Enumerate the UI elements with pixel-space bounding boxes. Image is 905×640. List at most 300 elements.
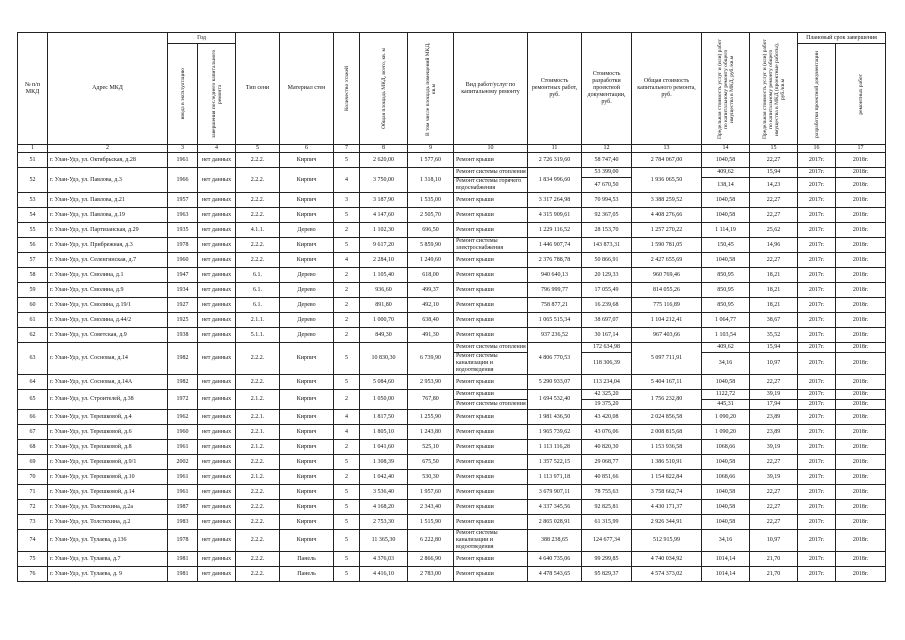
cell-material: Дерево <box>280 298 334 313</box>
cell-limit2: 39,19 <box>750 390 798 400</box>
cell-limit2: 22,27 <box>750 193 798 208</box>
table-row <box>18 328 886 343</box>
cell-work-type: Ремонт крыши <box>454 485 528 500</box>
cell-num: 71 <box>18 485 48 500</box>
cell-floors: 5 <box>334 552 360 567</box>
col-number: 17 <box>836 145 886 153</box>
cell-last-repair: нет данных <box>198 328 236 343</box>
cell-last-repair: нет данных <box>198 500 236 515</box>
table-row <box>18 567 886 582</box>
cell-work-type: Ремонт системы отопления <box>454 168 528 178</box>
cell-work-type: Ремонт крыши <box>454 298 528 313</box>
cell-num: 63 <box>18 343 48 375</box>
cell-limit1: 1040,58 <box>702 515 750 530</box>
cell-cost-docs: 17 055,49 <box>582 283 632 298</box>
cell-cost-total: 960 769,46 <box>632 268 702 283</box>
cell-material: Кирпич <box>280 410 334 425</box>
cell-material: Кирпич <box>280 253 334 268</box>
cell-floors: 5 <box>334 485 360 500</box>
cell-year: 1982 <box>168 343 198 375</box>
cell-wall-type: 2.2.2. <box>236 168 280 193</box>
cell-address: г. Улан-Удэ, ул. Терешковой, д.4 <box>48 410 168 425</box>
cell-total-area: 3 750,00 <box>360 168 408 193</box>
cell-material: Кирпич <box>280 530 334 552</box>
cell-year: 1961 <box>168 153 198 168</box>
cell-limit1: 34,16 <box>702 530 750 552</box>
cell-last-repair: нет данных <box>198 238 236 253</box>
cell-deadline-docs: 2017г. <box>798 530 836 552</box>
cell-year: 1966 <box>168 168 198 193</box>
cell-cost-works: 2 865 028,91 <box>528 515 582 530</box>
cell-deadline-docs: 2017г. <box>798 410 836 425</box>
col-number: 4 <box>198 145 236 153</box>
cell-material: Кирпич <box>280 343 334 375</box>
cell-floors: 4 <box>334 253 360 268</box>
cell-cost-works: 4 806 770,53 <box>528 343 582 375</box>
cell-limit1: 1 103,54 <box>702 328 750 343</box>
cell-address: г. Улан-Удэ, ул. Толстихина, д.2а <box>48 500 168 515</box>
cell-num: 51 <box>18 153 48 168</box>
cell-limit1: 409,62 <box>702 168 750 178</box>
cell-cost-docs: 95 829,37 <box>582 567 632 582</box>
col-number: 13 <box>632 145 702 153</box>
cell-cost-total: 2 427 655,69 <box>632 253 702 268</box>
cell-cost-docs: 61 315,99 <box>582 515 632 530</box>
cell-deadline-works: 2018г. <box>836 375 886 390</box>
cell-cost-total: 4 574 373,02 <box>632 567 702 582</box>
table-row <box>18 343 886 353</box>
table-row <box>18 515 886 530</box>
cell-deadline-docs: 2017г. <box>798 298 836 313</box>
cell-address: г. Улан-Удэ, ул. Селенгинская, д.7 <box>48 253 168 268</box>
cell-last-repair: нет данных <box>198 375 236 390</box>
cell-wall-type: 6.1. <box>236 298 280 313</box>
cell-material: Кирпич <box>280 470 334 485</box>
cell-num: 55 <box>18 223 48 238</box>
header-cost-docs: Стоимость разработки проектной документации, руб. <box>582 33 632 145</box>
cell-floors: 5 <box>334 515 360 530</box>
cell-address: г. Улан-Удэ, ул. Терешковой, д.10 <box>48 470 168 485</box>
cell-work-type: Ремонт крыши <box>454 500 528 515</box>
cell-num: 76 <box>18 567 48 582</box>
cell-cost-works: 1 113 116,28 <box>528 440 582 455</box>
col-number: 15 <box>750 145 798 153</box>
cell-work-type: Ремонт системы отопления <box>454 400 528 410</box>
cell-num: 64 <box>18 375 48 390</box>
header-residents: В том числе площадь помещений МКД, кв.м <box>424 41 437 136</box>
cell-year: 1961 <box>168 440 198 455</box>
cell-limit1: 1014,14 <box>702 567 750 582</box>
cell-total-area: 4 416,10 <box>360 567 408 582</box>
cell-last-repair: нет данных <box>198 193 236 208</box>
cell-material: Кирпич <box>280 425 334 440</box>
cell-cost-docs: 40 820,30 <box>582 440 632 455</box>
cell-deadline-docs: 2017г. <box>798 343 836 353</box>
cell-limit2: 18,21 <box>750 268 798 283</box>
cell-work-type: Ремонт крыши <box>454 328 528 343</box>
cell-limit2: 14,96 <box>750 238 798 253</box>
cell-address: г. Улан-Удэ, ул. Терешковой, д.14 <box>48 485 168 500</box>
header-deadline-docs-cell <box>798 44 836 145</box>
cell-cost-docs: 78 755,63 <box>582 485 632 500</box>
table-row <box>18 375 886 390</box>
cell-cost-total: 5 097 711,91 <box>632 343 702 375</box>
header-deadline-group: Плановый срок завершения <box>798 33 886 44</box>
cell-deadline-works: 2018г. <box>836 455 886 470</box>
cell-cost-docs: 47 670,50 <box>582 178 632 193</box>
cell-cost-docs: 92 367,05 <box>582 208 632 223</box>
cell-last-repair: нет данных <box>198 530 236 552</box>
cell-limit2: 23,89 <box>750 425 798 440</box>
cell-address: г. Улан-Удэ, ул. Сосновая, д.14А <box>48 375 168 390</box>
cell-limit1: 1040,58 <box>702 253 750 268</box>
cell-deadline-docs: 2017г. <box>798 313 836 328</box>
cell-residents: 1 535,00 <box>408 193 454 208</box>
cell-last-repair: нет данных <box>198 552 236 567</box>
cell-floors: 5 <box>334 238 360 253</box>
cell-deadline-works: 2018г. <box>836 298 886 313</box>
cell-residents: 1 577,60 <box>408 153 454 168</box>
cell-year: 2002 <box>168 455 198 470</box>
cell-last-repair: нет данных <box>198 283 236 298</box>
cell-residents: 1 957,60 <box>408 485 454 500</box>
cell-limit1: 1040,58 <box>702 208 750 223</box>
cell-cost-total: 4 408 276,66 <box>632 208 702 223</box>
cell-cost-total: 1 936 065,50 <box>632 168 702 193</box>
cell-deadline-docs: 2017г. <box>798 470 836 485</box>
cell-work-type: Ремонт крыши <box>454 440 528 455</box>
cell-material: Кирпич <box>280 238 334 253</box>
cell-wall-type: 2.2.2. <box>236 485 280 500</box>
cell-deadline-works: 2018г. <box>836 208 886 223</box>
cell-cost-works: 1 229 116,52 <box>528 223 582 238</box>
cell-deadline-docs: 2017г. <box>798 193 836 208</box>
cell-total-area: 1 050,00 <box>360 390 408 410</box>
cell-last-repair: нет данных <box>198 168 236 193</box>
cell-wall-type: 2.2.2. <box>236 530 280 552</box>
cell-work-type: Ремонт системы отопления <box>454 343 528 353</box>
col-number: 11 <box>528 145 582 153</box>
cell-material: Кирпич <box>280 515 334 530</box>
cell-deadline-docs: 2017г. <box>798 238 836 253</box>
cell-cost-works: 1 834 996,60 <box>528 168 582 193</box>
cell-deadline-works: 2018г. <box>836 470 886 485</box>
cell-address: г. Улан-Удэ, ул. Павлова, д.3 <box>48 168 168 193</box>
header-deadline-docs: разработки проектной документации <box>813 50 820 138</box>
cell-total-area: 9 617,20 <box>360 238 408 253</box>
cell-address: г. Улан-Удэ, ул. Тулаева, д.7 <box>48 552 168 567</box>
cell-address: г. Улан-Удэ, ул. Смолина, д.9 <box>48 283 168 298</box>
col-number: 12 <box>582 145 632 153</box>
cell-deadline-works: 2018г. <box>836 400 886 410</box>
cell-floors: 4 <box>334 425 360 440</box>
cell-cost-works: 796 999,77 <box>528 283 582 298</box>
cell-work-type: Ремонт крыши <box>454 283 528 298</box>
cell-deadline-docs: 2017г. <box>798 223 836 238</box>
cell-cost-total: 1 154 822,84 <box>632 470 702 485</box>
table-row <box>18 485 886 500</box>
cell-cost-total: 4 430 171,37 <box>632 500 702 515</box>
cell-cost-docs: 43 076,06 <box>582 425 632 440</box>
cell-work-type: Ремонт крыши <box>454 410 528 425</box>
cell-deadline-works: 2018г. <box>836 253 886 268</box>
cell-num: 65 <box>18 390 48 410</box>
cell-wall-type: 6.1. <box>236 283 280 298</box>
cell-total-area: 1 000,70 <box>360 313 408 328</box>
cell-total-area: 4 376,03 <box>360 552 408 567</box>
cell-cost-works: 2 726 319,60 <box>528 153 582 168</box>
cell-cost-docs: 99 299,85 <box>582 552 632 567</box>
cell-address: г. Улан-Удэ, ул. Павлова, д.21 <box>48 193 168 208</box>
cell-deadline-docs: 2017г. <box>798 455 836 470</box>
header-wall-material: Материал стен <box>280 33 334 145</box>
cell-limit2: 22,27 <box>750 253 798 268</box>
cell-limit2: 38,67 <box>750 313 798 328</box>
header-deadline-works: ремонтных работ <box>857 73 864 115</box>
cell-year: 1961 <box>168 470 198 485</box>
cell-limit1: 138,14 <box>702 178 750 193</box>
cell-deadline-docs: 2017г. <box>798 208 836 223</box>
col-number: 6 <box>280 145 334 153</box>
col-number: 3 <box>168 145 198 153</box>
cell-residents: 499,37 <box>408 283 454 298</box>
header-cost-works: Стоимость ремонтных работ, руб. <box>528 33 582 145</box>
cell-floors: 5 <box>334 567 360 582</box>
cell-residents: 1 515,90 <box>408 515 454 530</box>
cell-cost-docs: 50 866,91 <box>582 253 632 268</box>
cell-residents: 5 859,90 <box>408 238 454 253</box>
cell-limit2: 22,27 <box>750 208 798 223</box>
cell-cost-works: 5 290 933,07 <box>528 375 582 390</box>
cell-wall-type: 2.2.2. <box>236 567 280 582</box>
cell-deadline-works: 2018г. <box>836 440 886 455</box>
col-number: 10 <box>454 145 528 153</box>
cell-limit1: 1040,58 <box>702 193 750 208</box>
cell-cost-total: 2 008 815,68 <box>632 425 702 440</box>
cell-cost-works: 1 981 436,50 <box>528 410 582 425</box>
header-limit2: Предельная стоимость услуг и (или) работ по капитальному ремонту общего имущества в МКД (проектные работы), руб./кв.м <box>761 38 786 139</box>
table-row <box>18 223 886 238</box>
table-row <box>18 410 886 425</box>
cell-total-area: 849,30 <box>360 328 408 343</box>
cell-limit1: 1068,66 <box>702 470 750 485</box>
col-number: 9 <box>408 145 454 153</box>
cell-limit1: 1014,14 <box>702 552 750 567</box>
table-row <box>18 425 886 440</box>
cell-limit2: 18,21 <box>750 298 798 313</box>
cell-last-repair: нет данных <box>198 208 236 223</box>
cell-limit2: 10,97 <box>750 353 798 375</box>
cell-address: г. Улан-Удэ, ул. Смолина, д.44/2 <box>48 313 168 328</box>
cell-cost-total: 814 055,26 <box>632 283 702 298</box>
cell-last-repair: нет данных <box>198 470 236 485</box>
cell-limit2: 35,52 <box>750 328 798 343</box>
cell-cost-docs: 20 129,33 <box>582 268 632 283</box>
cell-total-area: 1 042,40 <box>360 470 408 485</box>
cell-address: г. Улан-Удэ, ул. Строителей, д.38 <box>48 390 168 410</box>
cell-work-type: Ремонт крыши <box>454 313 528 328</box>
cell-floors: 5 <box>334 153 360 168</box>
cell-cost-works: 4 478 543,65 <box>528 567 582 582</box>
cell-wall-type: 6.1. <box>236 268 280 283</box>
table-row <box>18 298 886 313</box>
cell-residents: 1 255,90 <box>408 410 454 425</box>
cell-floors: 5 <box>334 530 360 552</box>
cell-wall-type: 2.1.2. <box>236 390 280 410</box>
cell-address: г. Улан-Удэ, ул. Партизанская, д.29 <box>48 223 168 238</box>
cell-work-type: Ремонт системы электроснабжения <box>454 238 528 253</box>
cell-deadline-works: 2018г. <box>836 283 886 298</box>
cell-floors: 2 <box>334 440 360 455</box>
cell-limit1: 1040,58 <box>702 375 750 390</box>
cell-num: 58 <box>18 268 48 283</box>
cell-residents: 767,80 <box>408 390 454 410</box>
header-num: № п/п МКД <box>18 33 48 145</box>
cell-work-type: Ремонт крыши <box>454 470 528 485</box>
cell-year: 1925 <box>168 313 198 328</box>
cell-cost-total: 1 257 270,22 <box>632 223 702 238</box>
cell-address: г. Улан-Удэ, ул. Сосновая, д.14 <box>48 343 168 375</box>
cell-floors: 5 <box>334 500 360 515</box>
cell-material: Дерево <box>280 268 334 283</box>
cell-work-type: Ремонт системы канализации и водоотведения <box>454 530 528 552</box>
cell-last-repair: нет данных <box>198 223 236 238</box>
cell-num: 69 <box>18 455 48 470</box>
cell-year: 1960 <box>168 425 198 440</box>
header-floors-cell <box>334 33 360 145</box>
cell-residents: 525,10 <box>408 440 454 455</box>
header-cost-total: Общая стоимость капитального ремонта, руб. <box>632 33 702 145</box>
cell-limit2: 39,19 <box>750 470 798 485</box>
cell-address: г. Улан-Удэ, ул. Терешковой, д.8 <box>48 440 168 455</box>
cell-num: 60 <box>18 298 48 313</box>
cell-wall-type: 2.1.2. <box>236 470 280 485</box>
cell-year: 1927 <box>168 298 198 313</box>
col-number: 7 <box>334 145 360 153</box>
cell-address: г. Улан-Удэ, ул. Октябрьская, д.28 <box>48 153 168 168</box>
cell-cost-total: 3 758 662,74 <box>632 485 702 500</box>
cell-residents: 2 343,40 <box>408 500 454 515</box>
cell-deadline-works: 2018г. <box>836 353 886 375</box>
cell-address: г. Улан-Удэ, ул. Советская, д.9 <box>48 328 168 343</box>
cell-deadline-works: 2018г. <box>836 410 886 425</box>
cell-work-type: Ремонт крыши <box>454 455 528 470</box>
cell-cost-total: 4 740 034,92 <box>632 552 702 567</box>
cell-num: 57 <box>18 253 48 268</box>
cell-deadline-docs: 2017г. <box>798 485 836 500</box>
cell-floors: 5 <box>334 208 360 223</box>
col-number: 8 <box>360 145 408 153</box>
cell-residents: 6 222,80 <box>408 530 454 552</box>
cell-num: 72 <box>18 500 48 515</box>
cell-last-repair: нет данных <box>198 515 236 530</box>
header-total-area-cell <box>360 33 408 145</box>
cell-year: 1947 <box>168 268 198 283</box>
cell-limit1: 1 114,19 <box>702 223 750 238</box>
cell-wall-type: 2.2.2. <box>236 552 280 567</box>
cell-floors: 2 <box>334 470 360 485</box>
cell-num: 73 <box>18 515 48 530</box>
cell-cost-docs: 42 325,20 <box>582 390 632 400</box>
cell-material: Дерево <box>280 223 334 238</box>
cell-deadline-works: 2018г. <box>836 425 886 440</box>
cell-deadline-works: 2018г. <box>836 515 886 530</box>
table-row <box>18 390 886 400</box>
cell-material: Кирпич <box>280 485 334 500</box>
header-last-repair: завершения последнего капитального ремонта <box>210 49 223 139</box>
cell-cost-docs: 172 634,98 <box>582 343 632 353</box>
cell-deadline-docs: 2017г. <box>798 500 836 515</box>
cell-last-repair: нет данных <box>198 390 236 410</box>
cell-wall-type: 2.2.2. <box>236 238 280 253</box>
header-floors: Количество этажей <box>343 65 350 112</box>
cell-limit1: 850,95 <box>702 268 750 283</box>
col-number: 1 <box>18 145 48 153</box>
cell-last-repair: нет данных <box>198 343 236 375</box>
cell-limit1: 850,95 <box>702 298 750 313</box>
cell-address: г. Улан-Удэ, ул. Тулаева, д.136 <box>48 530 168 552</box>
cell-limit2: 17,94 <box>750 400 798 410</box>
col-number: 16 <box>798 145 836 153</box>
cell-num: 62 <box>18 328 48 343</box>
cell-num: 52 <box>18 168 48 193</box>
repair-register-table <box>17 32 886 582</box>
cell-deadline-docs: 2017г. <box>798 168 836 178</box>
cell-floors: 5 <box>334 375 360 390</box>
cell-floors: 2 <box>334 390 360 410</box>
cell-total-area: 1 805,10 <box>360 425 408 440</box>
table-row <box>18 455 886 470</box>
cell-limit2: 22,27 <box>750 153 798 168</box>
table-row <box>18 193 886 208</box>
cell-cost-works: 4 315 909,61 <box>528 208 582 223</box>
cell-floors: 2 <box>334 223 360 238</box>
table-row <box>18 500 886 515</box>
cell-limit2: 23,89 <box>750 410 798 425</box>
cell-year: 1972 <box>168 390 198 410</box>
cell-residents: 1 243,80 <box>408 425 454 440</box>
cell-material: Кирпич <box>280 208 334 223</box>
cell-material: Кирпич <box>280 375 334 390</box>
cell-year: 1938 <box>168 328 198 343</box>
cell-address: г. Улан-Удэ, ул. Прибрежная, д.3 <box>48 238 168 253</box>
cell-limit2: 18,21 <box>750 283 798 298</box>
cell-wall-type: 2.2.1. <box>236 410 280 425</box>
col-number: 14 <box>702 145 750 153</box>
cell-address: г. Улан-Удэ, ул. Тулаева, д. 9 <box>48 567 168 582</box>
cell-limit2: 39,19 <box>750 440 798 455</box>
cell-cost-docs: 143 873,31 <box>582 238 632 253</box>
cell-work-type: Ремонт крыши <box>454 567 528 582</box>
cell-residents: 696,50 <box>408 223 454 238</box>
cell-deadline-works: 2018г. <box>836 193 886 208</box>
cell-limit1: 1068,66 <box>702 440 750 455</box>
cell-wall-type: 2.2.2. <box>236 253 280 268</box>
cell-cost-docs: 58 747,40 <box>582 153 632 168</box>
cell-deadline-docs: 2017г. <box>798 440 836 455</box>
cell-cost-docs: 113 234,04 <box>582 375 632 390</box>
cell-limit1: 1040,58 <box>702 485 750 500</box>
cell-deadline-works: 2018г. <box>836 530 886 552</box>
cell-deadline-works: 2018г. <box>836 552 886 567</box>
cell-work-type: Ремонт крыши <box>454 375 528 390</box>
cell-deadline-docs: 2017г. <box>798 567 836 582</box>
cell-work-type: Ремонт крыши <box>454 390 528 400</box>
cell-last-repair: нет данных <box>198 410 236 425</box>
cell-floors: 2 <box>334 313 360 328</box>
cell-deadline-works: 2018г. <box>836 313 886 328</box>
cell-wall-type: 2.2.1. <box>236 425 280 440</box>
